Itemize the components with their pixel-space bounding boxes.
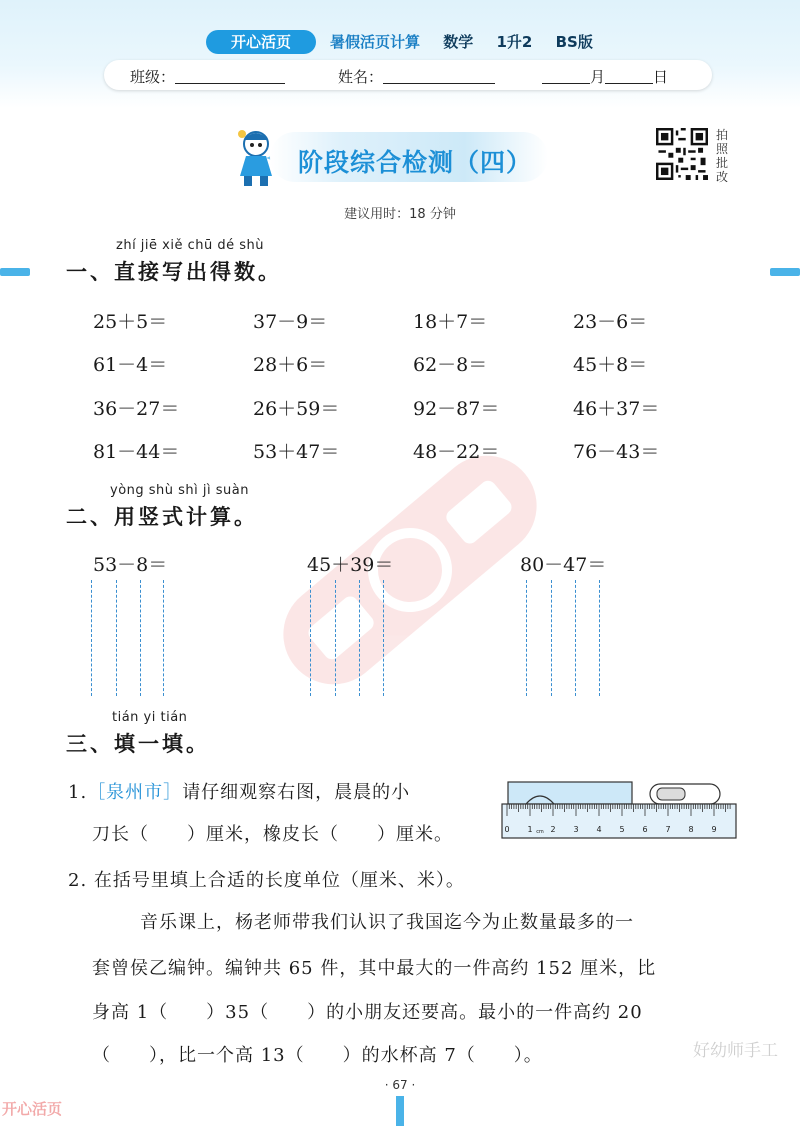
question1-line1 bbox=[68, 778, 410, 804]
vertical-problem-2: 45＋39＝ bbox=[307, 554, 394, 576]
qr-label bbox=[712, 128, 732, 184]
vertical-problem-1: 53－8＝ bbox=[93, 554, 168, 576]
section1-title: 一、直接写出得数。 bbox=[66, 260, 282, 284]
day-label: 日 bbox=[653, 68, 669, 86]
header-band bbox=[0, 0, 800, 108]
ruler-figure bbox=[500, 778, 740, 842]
month-label: 月 bbox=[590, 68, 606, 86]
section2-pinyin: yòng shù shì jì suàn bbox=[110, 483, 249, 498]
problem-r2c1: 61－4＝ bbox=[93, 354, 168, 376]
class-label: 班级： bbox=[130, 68, 176, 86]
page-title: 阶段综合检测（四） bbox=[298, 148, 533, 177]
left-side-mark bbox=[0, 268, 30, 276]
ruler-label: 0 bbox=[504, 825, 510, 834]
work-guide-line bbox=[116, 580, 117, 696]
work-guide-line bbox=[91, 580, 92, 696]
grade: 1升2 bbox=[496, 33, 533, 51]
name-field bbox=[338, 66, 495, 87]
ruler-label: 1 bbox=[527, 825, 533, 834]
ruler-label: 5 bbox=[619, 825, 625, 834]
ruler-unit-label: cm bbox=[536, 829, 544, 835]
work-guide-line bbox=[599, 580, 600, 696]
work-guide-line bbox=[526, 580, 527, 696]
qr-label-char: 拍 bbox=[715, 128, 728, 142]
problem-r3c1: 36－27＝ bbox=[93, 398, 180, 420]
question2-para-line3: 身高 1（ ）35（ ）的小朋友还要高。最小的一件高约 20 bbox=[92, 1002, 643, 1023]
brand-logo bbox=[206, 30, 316, 54]
problem-r2c2: 28＋6＝ bbox=[253, 354, 328, 376]
qr-label-char: 改 bbox=[715, 170, 728, 184]
suggested-time: 建议用时：18 分钟 bbox=[344, 207, 456, 222]
class-field bbox=[130, 66, 285, 87]
question2-para-line1: 音乐课上，杨老师带我们认识了我国迄今为止数量最多的一 bbox=[140, 912, 634, 933]
book-title: 暑假活页计算 bbox=[330, 33, 421, 51]
month-blank[interactable] bbox=[542, 69, 590, 84]
work-guide-line bbox=[163, 580, 164, 696]
section3-title: 三、填一填。 bbox=[66, 732, 210, 756]
problem-r1c4: 23－6＝ bbox=[573, 311, 648, 333]
question2-title: 2. 在括号里填上合适的长度单位（厘米、米）。 bbox=[68, 870, 465, 891]
problem-r2c4: 45＋8＝ bbox=[573, 354, 648, 376]
problem-r4c4: 76－43＝ bbox=[573, 441, 660, 463]
subject: 数学 bbox=[443, 33, 474, 51]
problem-r3c3: 92－87＝ bbox=[413, 398, 500, 420]
problem-r1c1: 25＋5＝ bbox=[93, 311, 168, 333]
work-guide-line bbox=[335, 580, 336, 696]
work-guide-line bbox=[383, 580, 384, 696]
ruler-label: 8 bbox=[688, 825, 694, 834]
vertical-problem-3: 80－47＝ bbox=[520, 554, 607, 576]
footer-brand-logo: 开心活页 bbox=[2, 1100, 63, 1118]
question2-para-line4: （ ），比一个高 13（ ）的水杯高 7（ ）。 bbox=[92, 1045, 543, 1066]
edition: BS版 bbox=[555, 33, 593, 51]
student-info-bar bbox=[104, 60, 712, 90]
problem-r3c2: 26＋59＝ bbox=[253, 398, 340, 420]
question1-region-tag: ［泉州市］ bbox=[87, 782, 183, 803]
ruler-label: 3 bbox=[573, 825, 579, 834]
problem-r4c2: 53＋47＝ bbox=[253, 441, 340, 463]
ruler-label: 4 bbox=[596, 825, 602, 834]
work-guide-line bbox=[575, 580, 576, 696]
problem-r1c3: 18＋7＝ bbox=[413, 311, 488, 333]
section3-pinyin: tián yi tián bbox=[112, 710, 188, 725]
section1-pinyin: zhí jiē xiě chū dé shù bbox=[116, 238, 264, 253]
question1-number: 1. bbox=[68, 782, 88, 803]
qr-code-icon[interactable] bbox=[656, 128, 708, 180]
problem-r3c4: 46＋37＝ bbox=[573, 398, 660, 420]
work-guide-line bbox=[359, 580, 360, 696]
question2-para-line2: 套曾侯乙编钟。编钟共 65 件，其中最大的一件高约 152 厘米，比 bbox=[92, 958, 657, 979]
problem-r4c1: 81－44＝ bbox=[93, 441, 180, 463]
ruler-label: 9 bbox=[711, 825, 717, 834]
question1-text: 请仔细观察右图，晨晨的小 bbox=[182, 782, 411, 803]
work-guide-line bbox=[551, 580, 552, 696]
right-side-mark bbox=[770, 268, 800, 276]
day-blank[interactable] bbox=[605, 69, 653, 84]
qr-label-char: 照 bbox=[715, 142, 728, 156]
page-number: · 67 · bbox=[384, 1078, 416, 1092]
brand-text: 开心活页 bbox=[230, 33, 291, 51]
problem-r2c3: 62－8＝ bbox=[413, 354, 488, 376]
problem-r4c3: 48－22＝ bbox=[413, 441, 500, 463]
ruler-label: 2 bbox=[550, 825, 556, 834]
ruler-label: 7 bbox=[665, 825, 671, 834]
question1-line2: 刀长（ ）厘米，橡皮长（ ）厘米。 bbox=[92, 824, 453, 845]
name-blank[interactable] bbox=[383, 69, 495, 84]
qr-label-char: 批 bbox=[715, 156, 728, 170]
work-guide-line bbox=[140, 580, 141, 696]
work-guide-line bbox=[310, 580, 311, 696]
name-label: 姓名： bbox=[338, 68, 384, 86]
watermark-text: 好幼师手工 bbox=[693, 1041, 778, 1061]
page-bar bbox=[396, 1096, 404, 1126]
date-field bbox=[542, 66, 668, 87]
header-book-info bbox=[330, 31, 611, 52]
class-blank[interactable] bbox=[175, 69, 285, 84]
section2-title: 二、用竖式计算。 bbox=[66, 505, 258, 529]
problem-r1c2: 37－9＝ bbox=[253, 311, 328, 333]
ruler-label: 6 bbox=[642, 825, 648, 834]
